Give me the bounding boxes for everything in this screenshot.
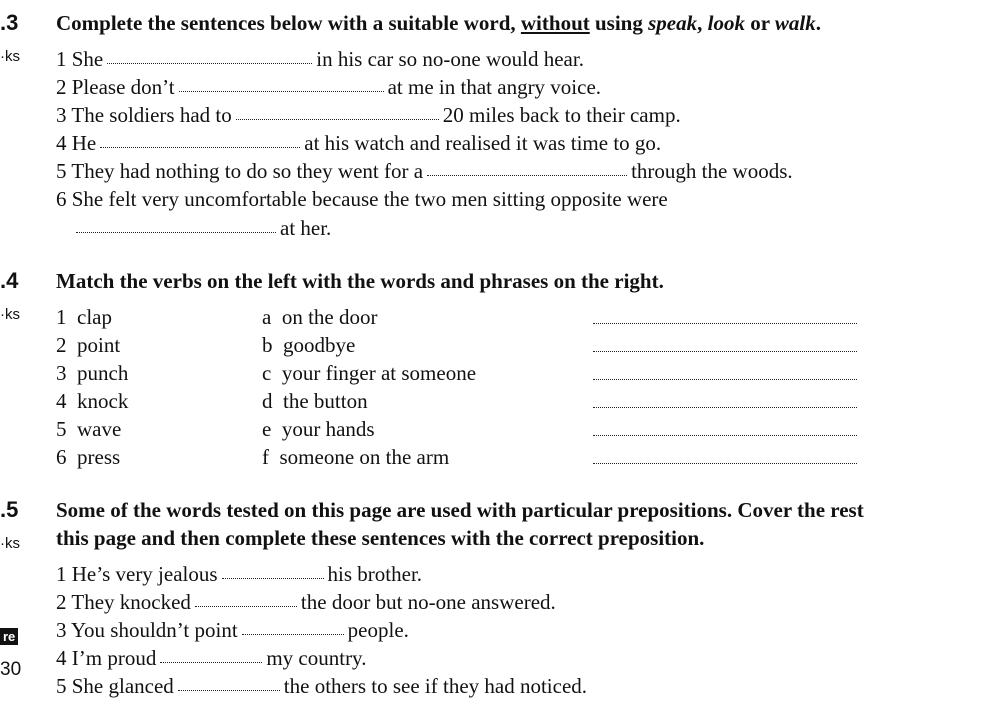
exercise-5-marks-label: ·ks [0,535,20,552]
score-label: re [0,628,18,645]
exercise-3-marks-label: ·ks [0,48,20,65]
match-answer-line[interactable] [593,350,857,352]
exercise-3-heading: Complete the sentences below with a suitable word, without using speak, look or walk. [56,11,822,35]
right-phrase-item: b goodbye [262,333,356,357]
left-verb-item: 5 wave [56,417,122,441]
exercise-4-marks-label: ·ks [0,306,20,323]
answer-blank[interactable] [236,118,439,120]
exercise-3-item: 1 She in his car so no-one would hear. [56,47,584,71]
left-verb-item: 3 punch [56,361,129,385]
exercise-5-item: 5 She glanced the others to see if they had noticed. [56,674,588,698]
exercise-3-item: 2 Please don’t at me in that angry voice. [56,75,602,99]
answer-blank[interactable] [195,605,297,607]
answer-blank[interactable] [107,62,312,64]
answer-blank[interactable] [178,689,280,691]
answer-blank[interactable] [76,231,276,233]
left-verb-item: 6 press [56,445,121,469]
exercise-3-item-continued: at her. [76,216,331,241]
left-verb-item: 4 knock [56,389,129,413]
answer-blank[interactable] [179,90,384,92]
exercise-3-item: 6 She felt very uncomfortable because the two men sitting opposite were [56,187,668,211]
right-phrase-item: f someone on the arm [262,445,450,469]
match-answer-line[interactable] [593,406,857,408]
exercise-3-number: .3 [0,10,19,35]
exercise-5-heading-line-1: Some of the words tested on this page are used with particular prepositions. Cover the rest [56,498,864,522]
right-phrase-item: d the button [262,389,368,413]
answer-blank[interactable] [427,174,627,176]
exercise-4-number: .4 [0,268,19,293]
score-total: 30 [0,659,22,680]
exercise-5-item: 3 You shouldn’t point people. [56,618,409,642]
exercise-3-item: 3 The soldiers had to 20 miles back to their camp. [56,103,681,127]
right-phrase-item: c your finger at someone [262,361,477,385]
answer-blank[interactable] [242,633,344,635]
match-answer-line[interactable] [593,462,857,464]
right-phrase-item: a on the door [262,305,378,329]
exercise-5-item: 4 I’m proud my country. [56,646,367,670]
exercise-5-item: 1 He’s very jealous his brother. [56,562,423,586]
match-answer-line[interactable] [593,322,857,324]
exercise-3-item: 4 He at his watch and realised it was time to go. [56,131,662,155]
left-verb-item: 2 point [56,333,121,357]
answer-blank[interactable] [222,577,324,579]
exercise-5-number: .5 [0,497,19,522]
exercise-5-heading-line-2: this page and then complete these sentences with the correct preposition. [56,526,705,550]
exercise-4-heading: Match the verbs on the left with the words and phrases on the right. [56,269,664,293]
left-verb-item: 1 clap [56,305,112,329]
answer-blank[interactable] [160,661,262,663]
answer-blank[interactable] [100,146,300,148]
match-answer-line[interactable] [593,378,857,380]
exercise-3-item: 5 They had nothing to do so they went for a through the woods. [56,159,793,183]
right-phrase-item: e your hands [262,417,375,441]
match-answer-line[interactable] [593,434,857,436]
exercise-5-item: 2 They knocked the door but no-one answered. [56,590,556,614]
